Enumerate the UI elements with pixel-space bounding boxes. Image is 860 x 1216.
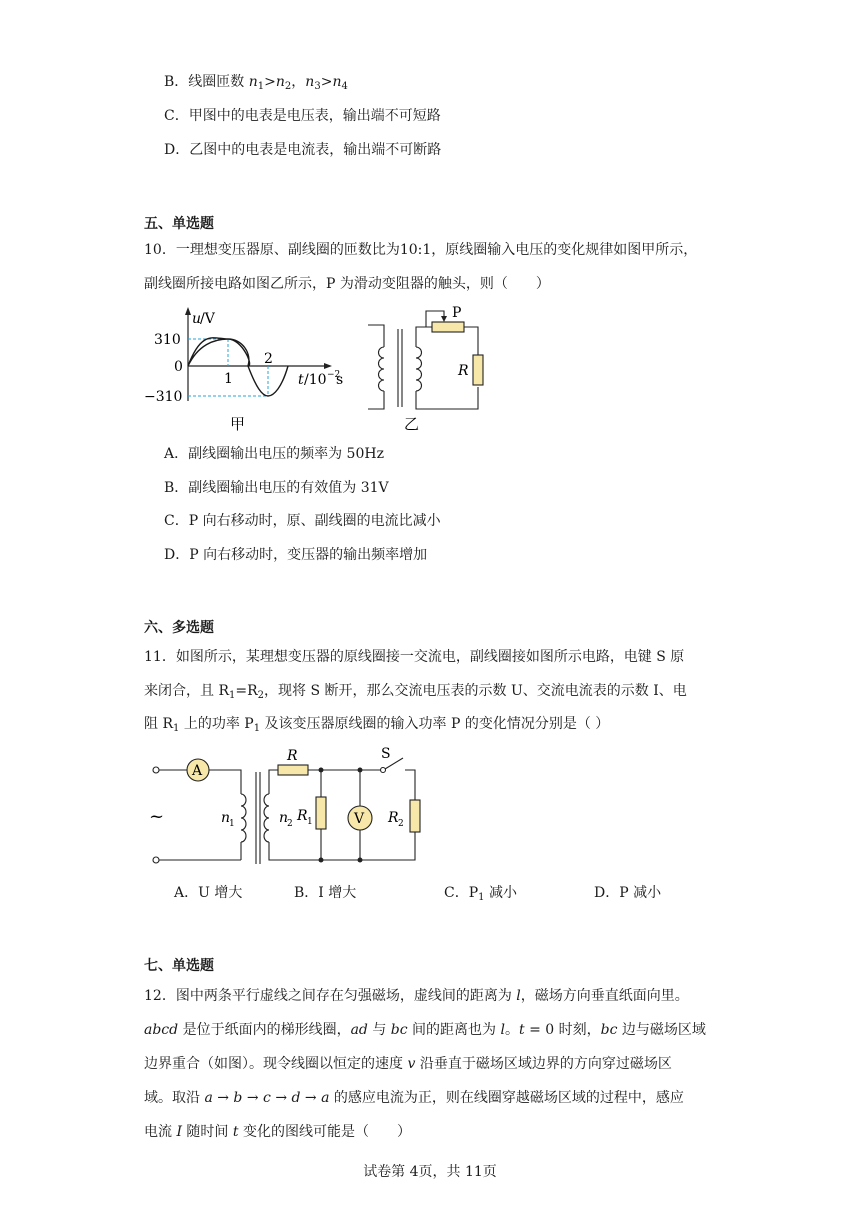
q11-r1-label: 1: [307, 817, 313, 827]
svg-text:n: n: [279, 810, 289, 826]
section-7-title: 七、单选题: [144, 958, 214, 974]
jia-xlabel-unit: /10: [304, 372, 327, 388]
jia-ylabel-unit: /V: [200, 311, 215, 327]
q9-option-d: D．乙图中的电表是电流表，输出端不可断路: [164, 142, 442, 158]
jia-ytick-zero: 0: [174, 359, 183, 375]
q10-figure-yi: [360, 305, 500, 437]
jia-xtick-2: 2: [264, 351, 273, 367]
svg-text:R: R: [388, 810, 399, 826]
section-6-title: 六、多选题: [144, 620, 214, 636]
jia-ytick-bottom: −310: [144, 389, 183, 405]
q11-n1-label: 1: [229, 819, 235, 829]
jia-xtick-1: 1: [224, 371, 233, 387]
q11-r2-label: 2: [398, 819, 404, 829]
q11-stem-line2: 来闭合，且 $R_1=R_2$，现将 S 断开，那么交流电压表的示数 U、交流电流表的示数 I、电: [144, 683, 687, 701]
svg-text:R: R: [297, 808, 308, 824]
page-footer: 试卷第 4页，共 11页: [363, 1164, 497, 1180]
q11-option-d: D．P 减小: [594, 885, 662, 901]
q11-option-b: B．I 增大: [294, 885, 357, 901]
q12-line3: 边界重合（如图）。现令线圈以恒定的速度 v 沿垂直于磁场区域边界的方向穿过磁场区: [144, 1056, 672, 1072]
q10-stem-line2: 副线圈所接电路如图乙所示，P 为滑动变阻器的触头，则（ ）: [144, 276, 550, 292]
jia-xlabel-exp: −2: [327, 370, 341, 380]
q12-line4: 域。取沿 a → b → c → d → a 的感应电流为正，则在线圈穿越磁场区域的过程中，感应: [144, 1090, 684, 1106]
q9-option-c: C．甲图中的电表是电压表，输出端不可短路: [164, 108, 441, 124]
yi-label-r: R: [458, 363, 469, 379]
section-5-title: 五、单选题: [144, 216, 214, 232]
q11-stem-line3: 阻 $R_1$ 上的功率 $P_1$ 及该变压器原线圈的输入功率 P 的变化情况分别是（ ）: [144, 716, 610, 734]
q10-option-d: D．P 向右移动时，变压器的输出频率增加: [164, 547, 428, 563]
q11-stem-line1: 11．如图所示，某理想变压器的原线圈接一交流电，副线圈接如图所示电路，电键 S 原: [144, 649, 685, 665]
q11-voltmeter: V: [354, 811, 365, 827]
q10-option-c: C．P 向右移动时，原、副线圈的电流比减小: [164, 513, 441, 529]
q10-option-b: B．副线圈输出电压的有效值为 31V: [164, 480, 389, 496]
q11-switch-s: S: [381, 746, 391, 762]
q10-stem-line1: 10．一理想变压器原、副线圈的匝数比为10:1，原线圈输入电压的变化规律如图甲所示，: [144, 242, 698, 258]
q11-option-a: A．U 增大: [174, 885, 243, 901]
q12-line2: abcd 是位于纸面内的梯形线圈，ad 与 bc 间的距离也为 l。t = 0 时刻，bc 边与磁场区域: [144, 1022, 706, 1038]
q11-n2-label: 2: [287, 819, 293, 829]
jia-ytick-top: 310: [154, 332, 181, 348]
q10-figure-jia: [140, 305, 360, 437]
jia-caption: 甲: [230, 415, 246, 433]
q12-line1: 12．图中两条平行虚线之间存在匀强磁场，虚线间的距离为 l，磁场方向垂直纸面向里。: [144, 988, 689, 1004]
q11-ammeter: A: [192, 763, 203, 779]
q10-option-a: A．副线圈输出电压的频率为 50Hz: [164, 446, 384, 462]
jia-ylabel-u: u: [192, 311, 202, 327]
yi-caption: 乙: [404, 415, 420, 433]
q11-r-label: R: [287, 748, 298, 764]
jia-xlabel-s: s: [336, 372, 344, 388]
q11-option-c: C．$P_1$ 减小: [444, 885, 517, 903]
q9-option-b: B．线圈匝数 $n_1>n_2$，$n_3>n_4$: [164, 74, 348, 92]
q11-ac-symbol: ~: [149, 806, 165, 827]
jia-xlabel-t: t: [298, 372, 304, 388]
q11-circuit-figure: [145, 742, 445, 870]
yi-label-p: P: [452, 305, 462, 321]
q12-line5: 电流 I 随时间 t 变化的图线可能是（ ）: [144, 1124, 411, 1140]
svg-text:n: n: [221, 810, 231, 826]
